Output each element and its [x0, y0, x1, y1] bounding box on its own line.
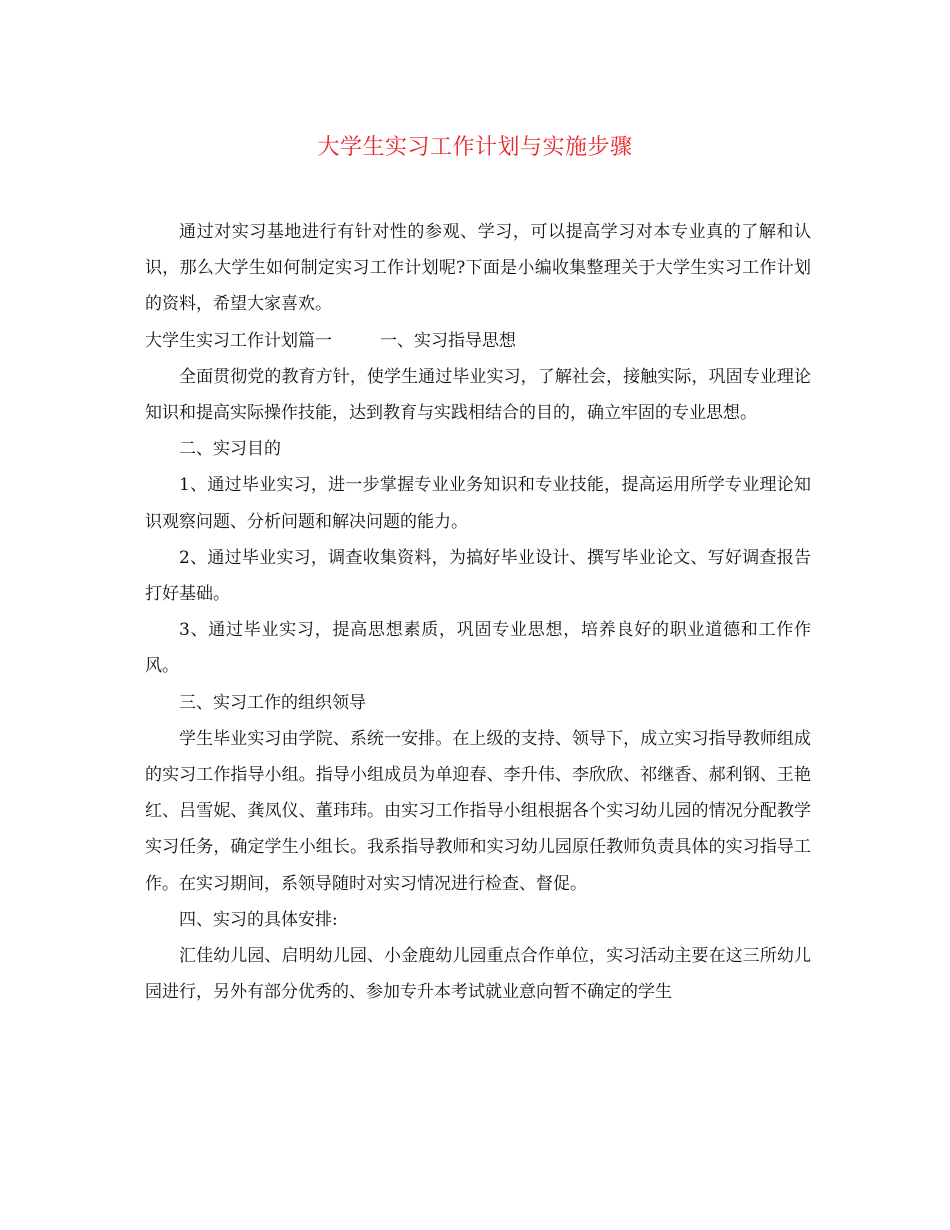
intro-paragraph: 通过对实习基地进行有针对性的参观、学习，可以提高学习对本专业真的了解和认识，那么大学生如何制定实习工作计划呢?下面是小编收集整理关于大学生实习工作计划的资料，希望大家喜欢。 — [145, 222, 811, 315]
section-4-heading: 四、实习的具体安排: — [179, 909, 338, 930]
section-2-item-1: 1、通过毕业实习，进一步掌握专业业务知识和专业技能，提高运用所学专业理论知识观察问题、分析问题和解决问题的能力。 — [145, 475, 811, 532]
part-label: 大学生实习工作计划篇一 — [145, 330, 332, 351]
part-heading-line — [145, 323, 811, 359]
section-1-body: 全面贯彻党的教育方针，使学生通过毕业实习，了解社会，接触实际，巩固专业理论知识和提高实际操作技能，达到教育与实践相结合的目的，确立牢固的专业思想。 — [145, 366, 811, 424]
section-2-item-2: 2、通过毕业实习，调查收集资料，为搞好毕业设计、撰写毕业论文、写好调查报告打好基础。 — [145, 547, 811, 605]
document-body — [145, 214, 811, 1010]
section-1-heading: 一、实习指导思想 — [380, 330, 516, 351]
section-2-heading: 二、实习目的 — [179, 439, 281, 460]
section-3-heading: 三、实习工作的组织领导 — [179, 692, 366, 713]
section-3-body: 学生毕业实习由学院、系统一安排。在上级的支持、领导下，成立实习指导教师组成的实习工作指导小组。指导小组成员为单迎春、李升伟、李欣欣、祁继香、郝利钢、王艳红、吕雪妮、龚凤仪、董玮玮。由实习工作指导小组根据各个实习幼儿园的情况分配教学实习任务，确定学生小组长。我系指导教师和实习幼儿园原任教师负责具体的实习指导工作。在实习期间，系领导随时对实习情况进行检查、督促。 — [145, 728, 811, 894]
document-title: 大学生实习工作计划与实施步骤 — [317, 135, 633, 160]
section-4-body: 汇佳幼儿园、启明幼儿园、小金鹿幼儿园重点合作单位，实习活动主要在这三所幼儿园进行，另外有部分优秀的、参加专升本考试就业意向暂不确定的学生 — [145, 946, 811, 1003]
section-2-item-3: 3、通过毕业实习，提高思想素质，巩固专业思想，培养良好的职业道德和工作作风。 — [145, 620, 811, 677]
